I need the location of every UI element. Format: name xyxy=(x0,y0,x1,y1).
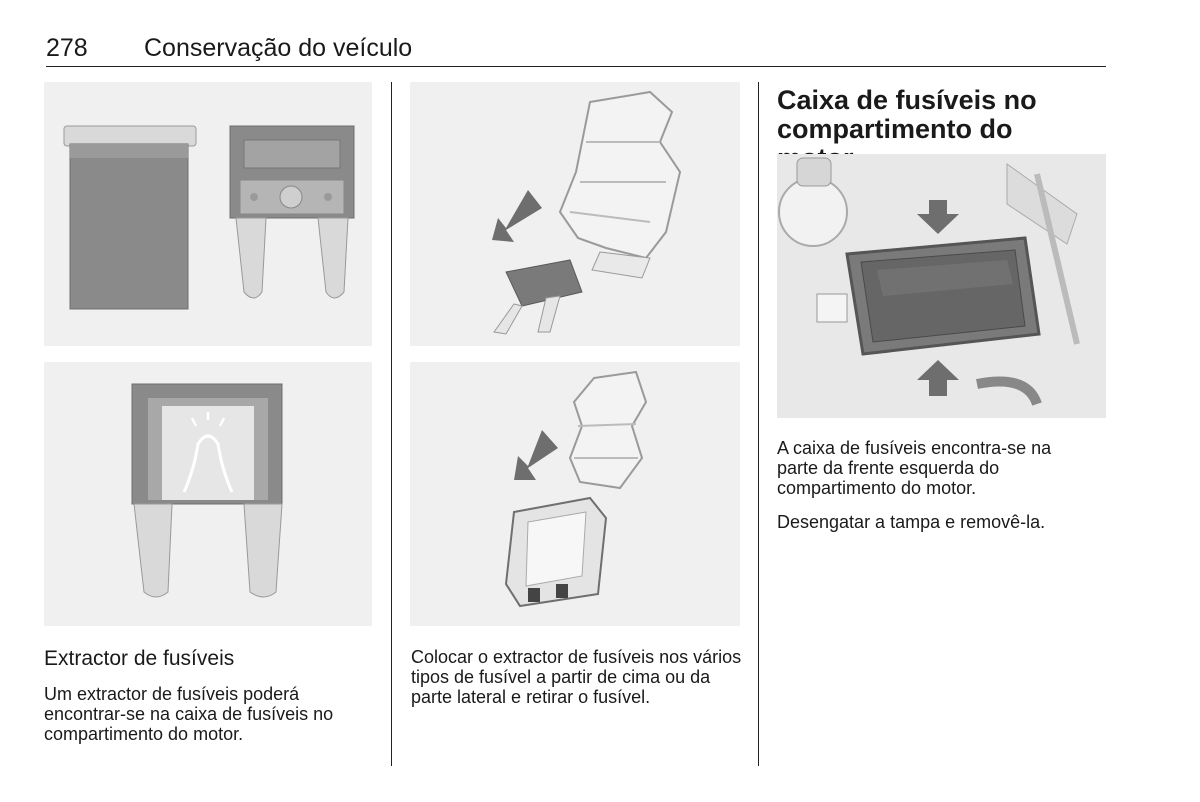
page-number: 278 xyxy=(46,34,88,62)
paragraph-fuse-extractor: Um extractor de fusíveis poderá encontrar-se na caixa de fusíveis no compartimento do motor. xyxy=(44,684,334,744)
section-title: Conservação do veículo xyxy=(144,34,413,62)
paragraph-remove-cover: Desengatar a tampa e removê-la. xyxy=(777,512,1046,532)
heading-fuse-box-engine: Caixa de fusíveis no compartimento do xyxy=(777,85,1037,144)
paragraph-extractor-use: Colocar o extractor de fusíveis nos vários tipos de fusível a partir de cima ou da parte lateral e retirar o fusível. xyxy=(411,647,742,707)
page-header xyxy=(46,34,1106,67)
figure-fuse-window xyxy=(44,362,372,626)
figure-mini-fuses xyxy=(44,82,372,346)
paragraph-fuse-box-location: A caixa de fusíveis encontra-se na parte da frente esquerda do compartimento do motor. xyxy=(777,438,1052,498)
figure-engine-fuse-box xyxy=(777,154,1106,418)
column-divider-left xyxy=(391,82,392,766)
heading-fuse-extractor: Extractor de fusíveis xyxy=(44,647,235,670)
fuse-window-illustration xyxy=(44,362,372,626)
mini-fuses-illustration xyxy=(44,82,372,346)
figure-extractor-top xyxy=(410,82,740,346)
extractor-side-illustration xyxy=(410,362,740,626)
extractor-top-illustration xyxy=(410,82,740,346)
engine-fuse-box-illustration xyxy=(777,154,1106,418)
figure-extractor-side xyxy=(410,362,740,626)
column-divider-right xyxy=(758,82,759,766)
